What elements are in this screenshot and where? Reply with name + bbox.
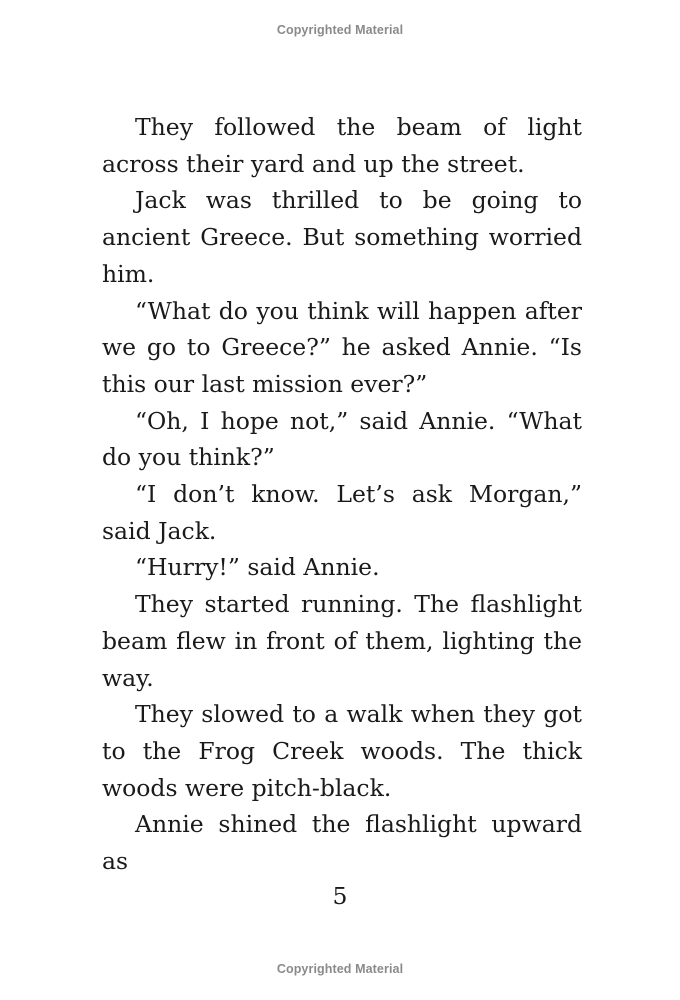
copyright-watermark-bottom: Copyrighted Material	[276, 962, 404, 976]
paragraph-continued: Annie shined the flashlight upward as	[102, 810, 582, 876]
paragraph: Jack was thrilled to be going to ancient Greece. But something worried him.	[102, 186, 582, 288]
paragraph: They followed the beam of light across their yard and up the street.	[102, 113, 582, 178]
paragraph: They slowed to a walk when they got to the Frog Creek woods. The thick woods were pitch-black.	[102, 700, 582, 802]
paragraph: “Hurry!” said Annie.	[135, 553, 380, 582]
paragraph: “I don’t know. Let’s ask Morgan,” said Jack.	[102, 480, 582, 545]
paragraph: “What do you think will happen after we go to Greece?” he asked Annie. “Is this our last mission ever?”	[102, 296, 582, 398]
paragraph: They started running. The flashlight beam flew in front of them, lighting the way.	[102, 590, 582, 692]
page-body-text	[102, 109, 582, 880]
copyright-watermark-top: Copyrighted Material	[276, 23, 404, 37]
page-number: 5	[332, 882, 348, 910]
paragraph: “Oh, I hope not,” said Annie. “What do you think?”	[102, 406, 582, 472]
